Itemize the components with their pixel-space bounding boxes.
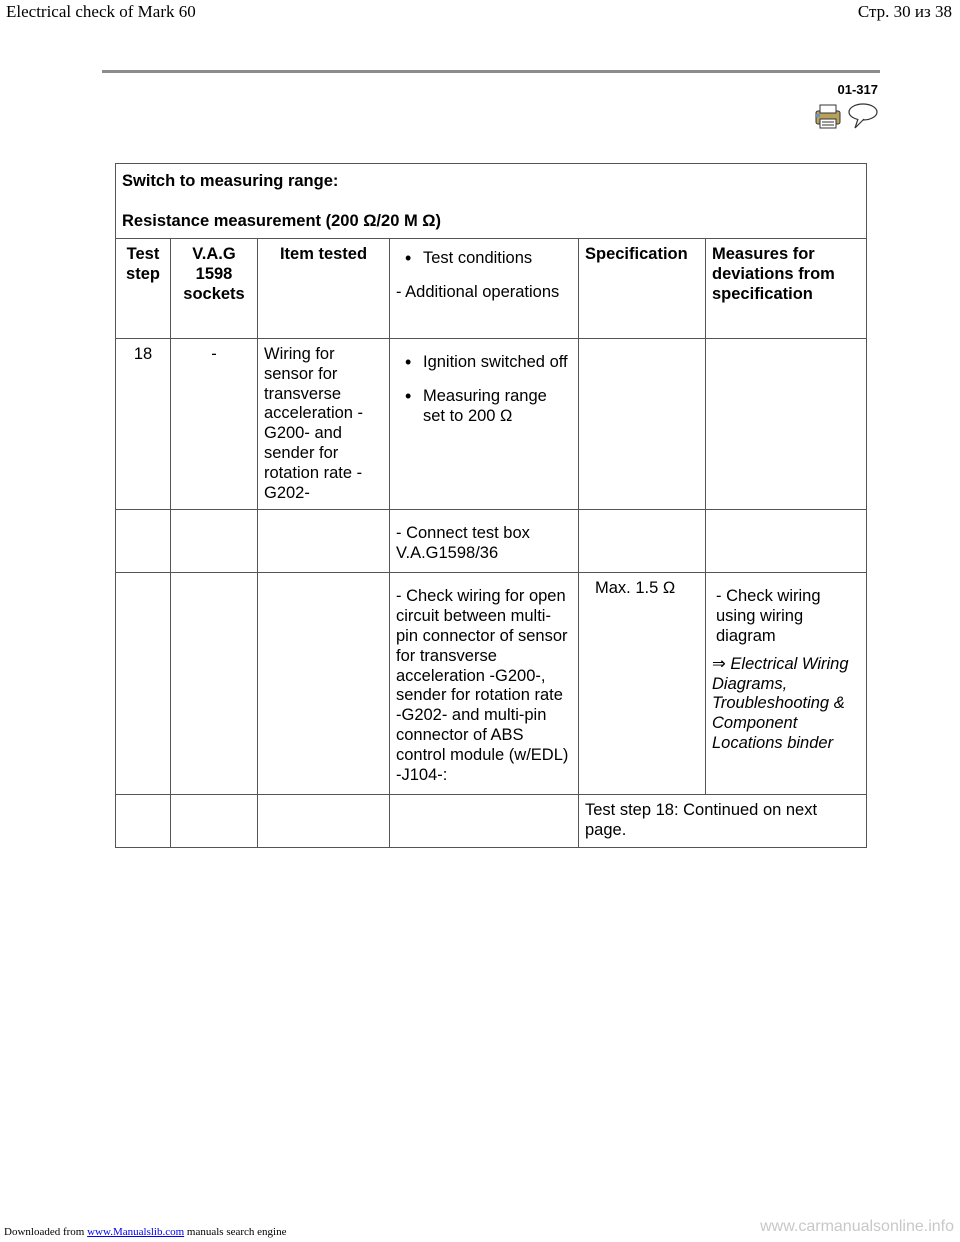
footer-suffix: manuals search engine [186, 1226, 287, 1238]
row4-step [116, 795, 171, 848]
row3-operation: - Check wiring for open circuit between multi-pin connector of sensor for transverse acceleration -G200-, sender for rotation rate -G202- and multi-pin connector of ABS control module (w/EDL) -J104-: [390, 573, 579, 795]
row4-operation [390, 795, 579, 848]
table-row [116, 795, 867, 848]
header-test-step: Test step [116, 239, 171, 339]
speech-bubble-icon[interactable] [849, 104, 877, 128]
manualslib-link[interactable]: www.Manualslib.com [87, 1226, 185, 1238]
toolbar-icons [814, 102, 880, 130]
row1-sockets: - [171, 339, 258, 510]
test-table [115, 163, 867, 848]
footer-prefix: Downloaded from [4, 1226, 85, 1238]
header-conditions [390, 239, 579, 339]
table-title-row [116, 164, 867, 239]
row1-step: 18 [116, 339, 171, 510]
row4-continued: Test step 18: Continued on next page. [579, 795, 867, 848]
row2-operation: - Connect test box V.A.G1598/36 [390, 510, 579, 573]
page-indicator: Стр. 30 из 38 [857, 2, 952, 21]
row2-sockets [171, 510, 258, 573]
row1-item: Wiring for sensor for transverse acceleration -G200- and sender for rotation rate -G202- [258, 339, 390, 510]
table-title [116, 164, 867, 239]
row3-measures [706, 573, 867, 795]
header-measures: Measures for deviations from specification [706, 239, 867, 339]
row3-specification: Max. 1.5 Ω [579, 573, 706, 795]
row1-condition1: • Ignition switched off [396, 353, 572, 373]
table-row [116, 339, 867, 510]
row2-item [258, 510, 390, 573]
header-additional-ops: - Additional operations [396, 282, 560, 301]
row3-step [116, 573, 171, 795]
row1-spec [579, 339, 706, 510]
table-header-row [116, 239, 867, 339]
row4-item [258, 795, 390, 848]
table-row [116, 510, 867, 573]
table-row [116, 573, 867, 795]
row2-spec [579, 510, 706, 573]
measuring-range-label: Switch to measuring range: [122, 172, 339, 190]
watermark: www.carmanualsonline.info [760, 1218, 954, 1235]
document-number: 01-317 [837, 82, 878, 97]
row3-item [258, 573, 390, 795]
printer-icon[interactable] [816, 105, 840, 128]
header-item-tested: Item tested [258, 239, 390, 339]
header-specification: Specification [579, 239, 706, 339]
resistance-range-label: Resistance measurement (200 Ω/20 M Ω) [122, 211, 442, 230]
footer-download-note [4, 1226, 286, 1238]
window-title: Electrical check of Mark 60 [6, 2, 196, 21]
wiring-diagrams-link[interactable]: ⇒ Electrical Wiring Diagrams, Troubleshooting & Component Locations binder [712, 654, 849, 752]
row3-measure1: - Check wiring using wiring diagram [716, 587, 821, 645]
row1-measures [706, 339, 867, 510]
row2-step [116, 510, 171, 573]
row1-conditions [390, 339, 579, 510]
row2-measures [706, 510, 867, 573]
header-test-conditions: • Test conditions [396, 249, 572, 269]
row1-condition2: • Measuring range set to 200 Ω [396, 387, 572, 427]
row3-sockets [171, 573, 258, 795]
row4-sockets [171, 795, 258, 848]
header-vag-sockets: V.A.G 1598 sockets [171, 239, 258, 339]
top-divider [102, 70, 880, 73]
